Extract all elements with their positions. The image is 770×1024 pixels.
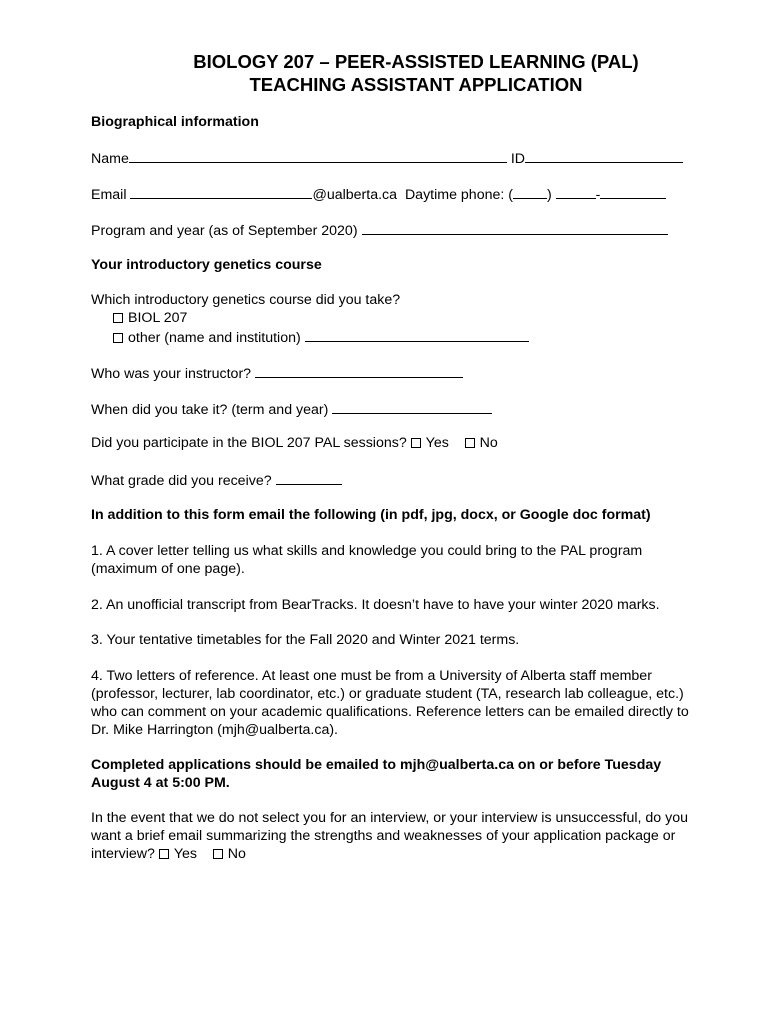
feedback-no-checkbox[interactable] <box>213 849 223 859</box>
deadline-notice: Completed applications should be emailed to mjh@ualberta.ca on or before Tuesday August 4 at 5:00 PM. <box>91 757 662 791</box>
id-field[interactable] <box>525 148 683 163</box>
grade-question: What grade did you receive? <box>91 473 272 489</box>
pal-yes-label: Yes <box>425 435 449 451</box>
phone-prefix-field[interactable] <box>556 184 596 199</box>
name-label: Name <box>91 151 129 167</box>
pal-no-label: No <box>479 435 498 451</box>
feedback-yes-label: Yes <box>173 846 197 862</box>
grade-row <box>91 470 342 490</box>
item-1: 1. A cover letter telling us what skills and knowledge you could bring to the PAL program (maximum of one page). <box>91 543 643 577</box>
phone-label: Daytime phone: ( <box>404 187 513 203</box>
pal-question: Did you participate in the BIOL 207 PAL sessions? <box>91 435 407 451</box>
other-checkbox[interactable] <box>113 333 123 343</box>
instructor-field[interactable] <box>255 363 463 378</box>
title-line-2: TEACHING ASSISTANT APPLICATION <box>249 74 583 95</box>
feedback-yes-checkbox[interactable] <box>159 849 169 859</box>
genetics-heading: Your introductory genetics course <box>91 257 322 273</box>
name-row <box>91 148 683 168</box>
email-row <box>91 184 666 204</box>
pal-no-checkbox[interactable] <box>465 438 475 448</box>
phone-area-field[interactable] <box>513 184 547 199</box>
when-field[interactable] <box>332 399 492 414</box>
program-field[interactable] <box>362 220 668 235</box>
when-row <box>91 399 492 419</box>
item-2: 2. An unofficial transcript from BearTracks. It doesn’t have to have your winter 2020 marks. <box>91 597 660 613</box>
instructor-question: Who was your instructor? <box>91 366 252 382</box>
feedback-no-label: No <box>227 846 246 862</box>
option-biol-row <box>91 309 187 327</box>
pal-row <box>91 434 498 452</box>
program-row <box>91 220 668 240</box>
biol-checkbox[interactable] <box>113 313 123 323</box>
phone-line-field[interactable] <box>600 184 666 199</box>
other-course-field[interactable] <box>305 327 529 342</box>
title-line-1: BIOLOGY 207 – PEER-ASSISTED LEARNING (PAL) <box>193 51 639 72</box>
option-other-row <box>91 327 529 347</box>
id-label: ID <box>510 151 525 167</box>
email-domain: @ualberta.ca <box>312 187 398 203</box>
feedback-paragraph <box>91 809 703 863</box>
instructor-row <box>91 363 463 383</box>
phone-dash: - <box>595 187 601 203</box>
pal-yes-checkbox[interactable] <box>411 438 421 448</box>
email-section-heading: In addition to this form email the following (in pdf, jpg, docx, or Google doc format) <box>91 507 651 523</box>
course-question: Which introductory genetics course did you take? <box>91 292 401 308</box>
feedback-question: In the event that we do not select you for an interview, or your interview is unsuccessful, do you want a brief email summarizing the strengths and weaknesses of your application package or interview? <box>91 810 688 862</box>
name-field[interactable] <box>129 148 507 163</box>
option-biol-label: BIOL 207 <box>128 310 188 326</box>
when-question: When did you take it? (term and year) <box>91 402 329 418</box>
program-label: Program and year (as of September 2020) <box>91 223 358 239</box>
form-title <box>91 50 741 96</box>
grade-field[interactable] <box>276 470 342 485</box>
phone-close: ) <box>546 187 552 203</box>
email-label: Email <box>91 187 127 203</box>
option-other-label: other (name and institution) <box>128 330 301 346</box>
bio-heading: Biographical information <box>91 114 259 130</box>
item-4: 4. Two letters of reference. At least one must be from a University of Alberta staff member (professor, lecturer, lab coordinator, etc.) or graduate student (TA, research lab colleague, etc.) who can comment on your academic qualifications. Reference letters can be emailed directly to Dr. Mike Harrington (mjh@ualberta.ca). <box>91 668 689 738</box>
email-field[interactable] <box>130 184 312 199</box>
item-3: 3. Your tentative timetables for the Fall 2020 and Winter 2021 terms. <box>91 632 520 648</box>
